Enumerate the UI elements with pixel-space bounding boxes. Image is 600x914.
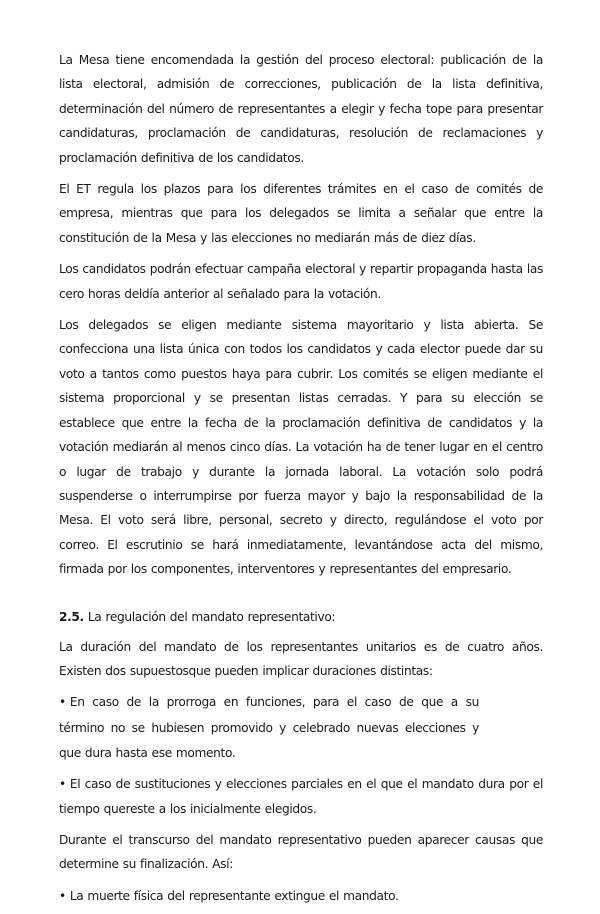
paragraph-duracion-mandato: La duración del mandato de los representantes unitarios es de cuatro años. Existen dos supuestosque pueden implicar duraciones distintas: [59,639,543,678]
paragraph-finalizacion: Durante el transcurso del mandato representativo pueden aparecer causas que determine su finalización. Así: [59,832,543,872]
bullet-icon: • [59,695,66,710]
section-spacer [59,589,543,605]
paragraph-mesa-gestion: La Mesa tiene encomendada la gestión del proceso electoral: publicación de la lista electoral, admisión de correcciones, publicación de la lista definitiva, determinación del número de representantes a elegir y fecha tope para presentar candidaturas, proclamación de candidaturas, resolución de reclamaciones y proclamación definitiva de los candidatos. [59,53,543,165]
paragraph-et-plazos: El ET regula los plazos para los diferentes trámites en el caso de comités de empresa, mientras que para los delegados se limita a señalar que entre la constitución de la Mesa y las elecciones no mediarán más de diez días. [59,182,543,245]
section-title: La regulación del mandato representativo: [83,609,336,624]
section-number: 2.5. [59,609,84,624]
bullet-text: El caso de sustituciones y elecciones parciales en el que el mandato dura por el tiempo quereste a los inicialmente elegidos. [59,776,543,817]
document-page [59,48,543,914]
paragraph-sistema-eleccion: Los delegados se eligen mediante sistema mayoritario y lista abierta. Se confecciona una lista única con todos los candidatos y cada elector puede dar su voto a tantos como puestos haya para cubrir. Los comités se eligen mediante el sistema proporcional y se presentan listas cerradas. Y para su elección se establece que entre la fecha de la proclamación definitiva de candidatos y la votación mediarán al menos cinco días. La votación ha de tener lugar en el centro o lugar de trabajo y durante la jornada laboral. La votación solo podrá suspenderse o interrumpirse por fuerza mayor y bajo la responsabilidad de la Mesa. El voto será libre, personal, secreto y directo, regulándose el voto por correo. El escrutinio se hará inmediatamente, levantándose acta del mismo, firmada por los componentes, interventores y representantes del empresario. [59,318,543,577]
bullet-item-muerte [59,884,543,910]
section-heading [59,605,543,629]
paragraph-campana-electoral: Los candidatos podrán efectuar campaña electoral y repartir propaganda hasta las cero horas deldía anterior al señalado para la votación. [59,262,543,301]
bullet-icon: • [59,888,66,903]
bullet-item-prorroga [59,690,479,767]
bullet-icon: • [59,776,66,791]
bullet-item-sustituciones [59,772,543,823]
bullet-text: En caso de la prorroga en funciones, para el caso de que a su término no se hubiesen promovido y celebrado nuevas elecciones y que dura hasta ese momento. [59,695,479,761]
bullet-text: La muerte física del representante extingue el mandato. [69,888,399,903]
